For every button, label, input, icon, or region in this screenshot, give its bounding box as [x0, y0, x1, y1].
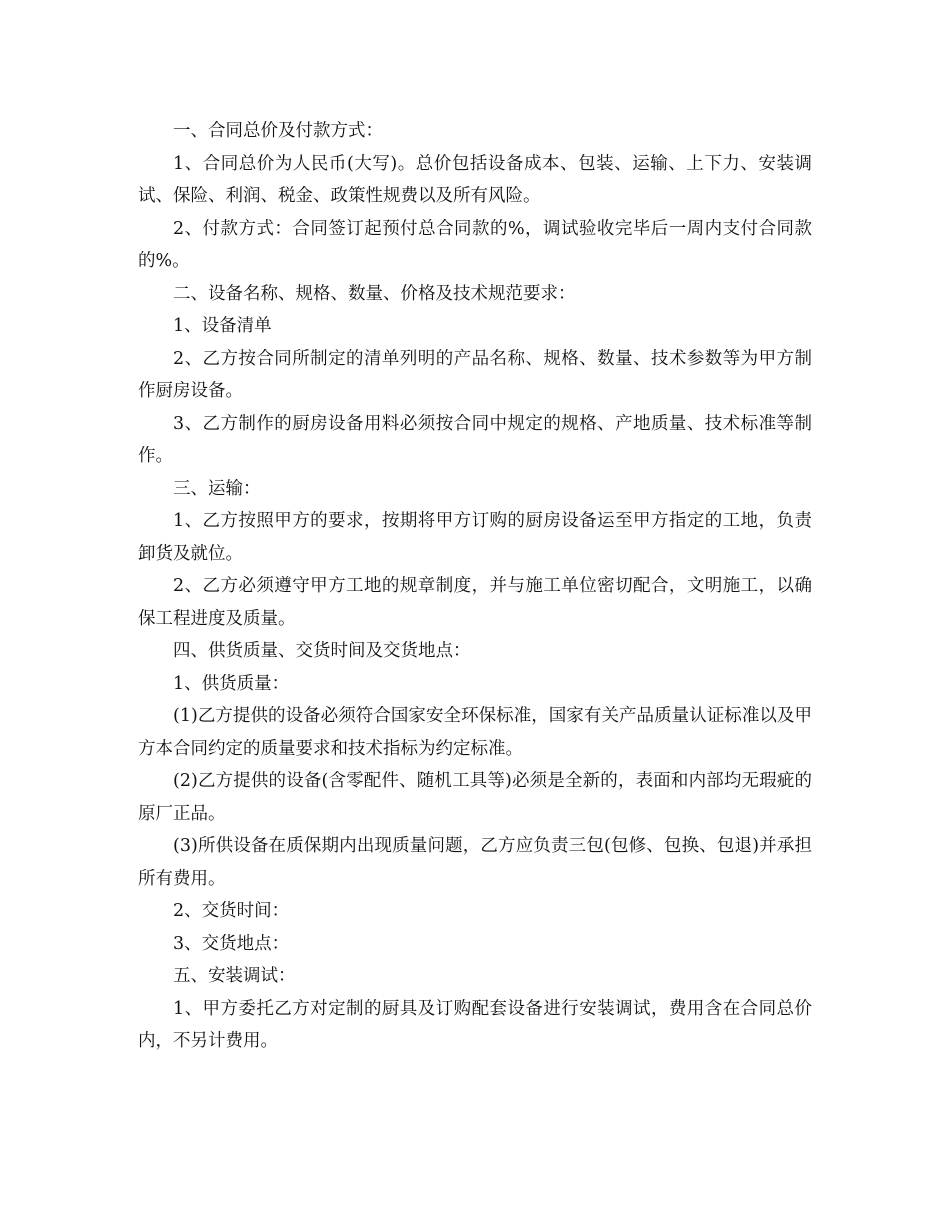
paragraph-installation-commission: 1、甲方委托乙方对定制的厨具及订购配套设备进行安装调试，费用含在合同总价内，不另计费用。 [138, 998, 812, 1051]
document-body [138, 115, 812, 1058]
section-heading-equipment-specs: 二、设备名称、规格、数量、价格及技术规范要求： [173, 283, 576, 304]
paragraph-transport-delivery: 1、乙方按照甲方的要求，按期将甲方订购的厨房设备运至甲方指定的工地，负责卸货及就位。 [138, 511, 812, 564]
paragraph-quality-item-1: (1)乙方提供的设备必须符合国家安全环保标准，国家有关产品质量认证标准以及甲方本合同约定的质量要求和技术指标为约定标准。 [138, 706, 812, 759]
paragraph-delivery-time: 2、交货时间： [173, 901, 290, 921]
paragraph-total-price: 1、合同总价为人民币(大写)。总价包括设备成本、包装、运输、上下力、安装调试、保险、利润、税金、政策性规费以及所有风险。 [138, 153, 812, 206]
paragraph-equipment-manufacture: 2、乙方按合同所制定的清单列明的产品名称、规格、数量、技术参数等为甲方制作厨房设备。 [138, 348, 812, 401]
paragraph-payment-method: 2、付款方式：合同签订起预付总合同款的%，调试验收完毕后一周内支付合同款的%。 [138, 218, 812, 271]
paragraph-quality-item-3: (3)所供设备在质保期内出现质量问题，乙方应负责三包(包修、包换、包退)并承担所有费用。 [138, 836, 812, 889]
section-heading-transport: 三、运输： [173, 478, 261, 499]
paragraph-quality-item-2: (2)乙方提供的设备(含零配件、随机工具等)必须是全新的，表面和内部均无瑕疵的原厂正品。 [138, 771, 812, 824]
section-heading-supply-quality: 四、供货质量、交货时间及交货地点： [173, 641, 471, 661]
paragraph-supply-quality-title: 1、供货质量： [173, 673, 290, 694]
section-heading-price-payment: 一、合同总价及付款方式： [173, 121, 383, 141]
paragraph-delivery-location: 3、交货地点： [173, 933, 290, 954]
paragraph-equipment-materials: 3、乙方制作的厨房设备用料必须按合同中规定的规格、产地质量、技术标准等制作。 [138, 413, 812, 466]
paragraph-equipment-list: 1、设备清单 [173, 316, 272, 336]
paragraph-transport-site-rules: 2、乙方必须遵守甲方工地的规章制度，并与施工单位密切配合，文明施工，以确保工程进度及质量。 [138, 576, 812, 629]
section-heading-installation: 五、安装调试： [173, 966, 296, 986]
